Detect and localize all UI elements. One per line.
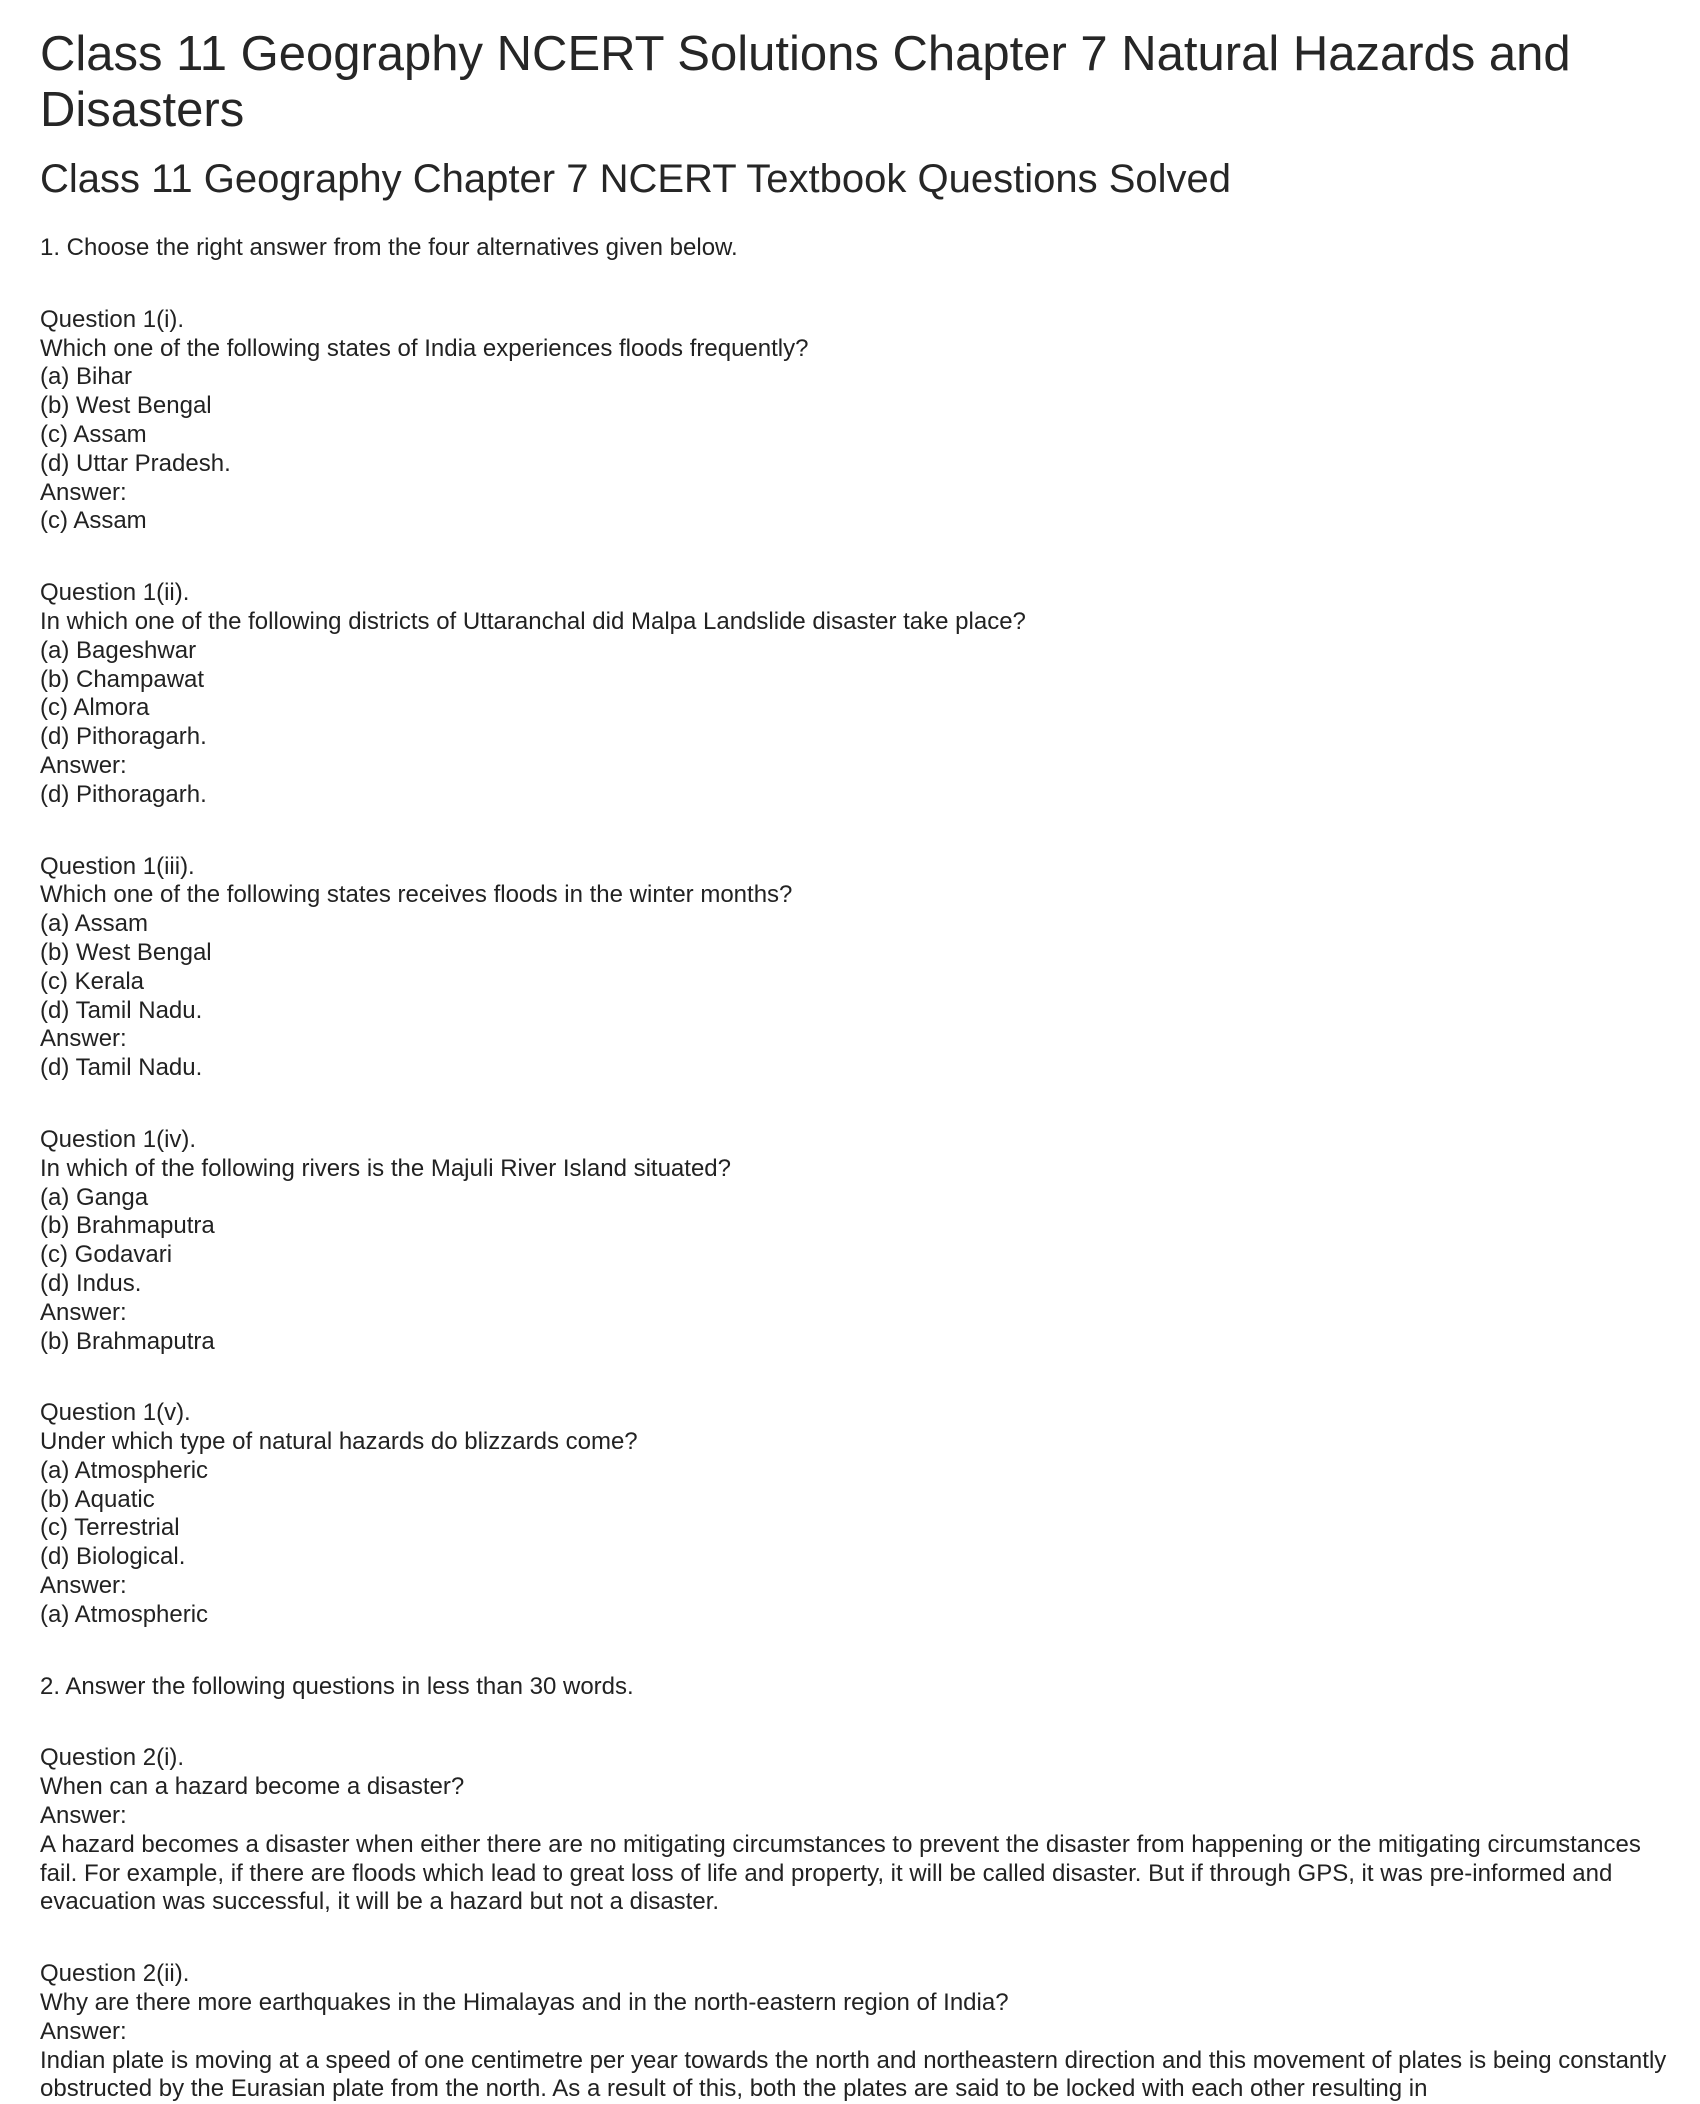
option-d: (d) Indus. (40, 1269, 142, 1297)
question-label: Question 2(ii). (40, 1960, 190, 1988)
question-block-1-i (40, 306, 1670, 536)
option-b: (b) Brahmaputra (40, 1212, 215, 1240)
option-a: (a) Atmospheric (40, 1456, 209, 1484)
question-block-1-iii (40, 853, 1670, 1083)
option-b: (b) West Bengal (40, 392, 212, 420)
answer-text: (d) Pithoragarh. (40, 780, 207, 808)
answer-label: Answer: (40, 478, 127, 506)
option-b: (b) Aquatic (40, 1485, 155, 1513)
option-a: (a) Bageshwar (40, 636, 197, 664)
question-text: In which one of the following districts of Uttaranchal did Malpa Landslide disaster take place? (40, 607, 1026, 635)
question-text: When can a hazard become a disaster? (40, 1773, 465, 1801)
question-label: Question 1(i). (40, 305, 185, 333)
option-b: (b) Champawat (40, 665, 205, 693)
answer-text: (b) Brahmaputra (40, 1327, 215, 1355)
option-a: (a) Assam (40, 910, 149, 938)
answer-label: Answer: (40, 751, 127, 779)
question-block-1-v (40, 1399, 1670, 1629)
question-block-1-ii (40, 579, 1670, 809)
option-d: (d) Uttar Pradesh. (40, 449, 231, 477)
section-2-intro (40, 1673, 1670, 1702)
section-1-intro (40, 234, 1670, 263)
section-intro-text: 2. Answer the following questions in less than 30 words. (40, 1672, 634, 1700)
answer-label: Answer: (40, 1298, 127, 1326)
option-c: (c) Godavari (40, 1241, 173, 1269)
option-d: (d) Tamil Nadu. (40, 996, 203, 1024)
option-a: (a) Ganga (40, 1183, 149, 1211)
answer-text: (d) Tamil Nadu. (40, 1054, 203, 1082)
section-intro-text: 1. Choose the right answer from the four alternatives given below. (40, 234, 738, 261)
answer-label: Answer: (40, 1025, 127, 1053)
question-text: Why are there more earthquakes in the Himalayas and in the north-eastern region of India? (40, 1989, 1009, 2017)
option-d: (d) Pithoragarh. (40, 723, 207, 751)
question-block-2-ii (40, 1960, 1670, 2104)
option-c: (c) Almora (40, 694, 150, 722)
question-text: Which one of the following states of India experiences floods frequently? (40, 334, 809, 362)
page-title: Class 11 Geography NCERT Solutions Chapter 7 Natural Hazards and Disasters (40, 27, 1571, 137)
question-text: Which one of the following states receives floods in the winter months? (40, 881, 793, 909)
option-b: (b) West Bengal (40, 938, 212, 966)
question-label: Question 2(i). (40, 1744, 185, 1772)
option-c: (c) Terrestrial (40, 1514, 180, 1542)
option-a: (a) Bihar (40, 363, 133, 391)
document-page (40, 26, 1670, 2104)
option-d: (d) Biological. (40, 1543, 186, 1571)
question-block-2-i (40, 1744, 1670, 1917)
option-c: (c) Kerala (40, 967, 145, 995)
question-block-1-iv (40, 1126, 1670, 1356)
question-label: Question 1(iv). (40, 1125, 197, 1153)
question-text: In which of the following rivers is the Majuli River Island situated? (40, 1154, 731, 1182)
page-subtitle: Class 11 Geography Chapter 7 NCERT Textbook Questions Solved (40, 157, 1232, 201)
answer-label: Answer: (40, 1572, 127, 1600)
answer-paragraph: Indian plate is moving at a speed of one centimetre per year towards the north and northeastern direction and this movement of plates is being constantly obstructed by the Eurasian plate from the north. As a result of this, both the plates are said to be locked with each other resulting in (40, 2046, 1667, 2103)
answer-label: Answer: (40, 2017, 127, 2045)
question-label: Question 1(ii). (40, 579, 190, 607)
question-label: Question 1(v). (40, 1399, 191, 1427)
answer-text: (c) Assam (40, 507, 147, 535)
answer-paragraph: A hazard becomes a disaster when either there are no mitigating circumstances to prevent the disaster from happening or the mitigating circumstances fail. For example, if there are floods which lead to great loss of life and property, it will be called disaster. But if through GPS, it was pre-informed and evacuation was successful, it will be a hazard but not a disaster. (40, 1830, 1641, 1916)
question-text: Under which type of natural hazards do blizzards come? (40, 1428, 638, 1456)
option-c: (c) Assam (40, 420, 147, 448)
answer-text: (a) Atmospheric (40, 1600, 209, 1628)
answer-label: Answer: (40, 1802, 127, 1830)
question-label: Question 1(iii). (40, 852, 195, 880)
